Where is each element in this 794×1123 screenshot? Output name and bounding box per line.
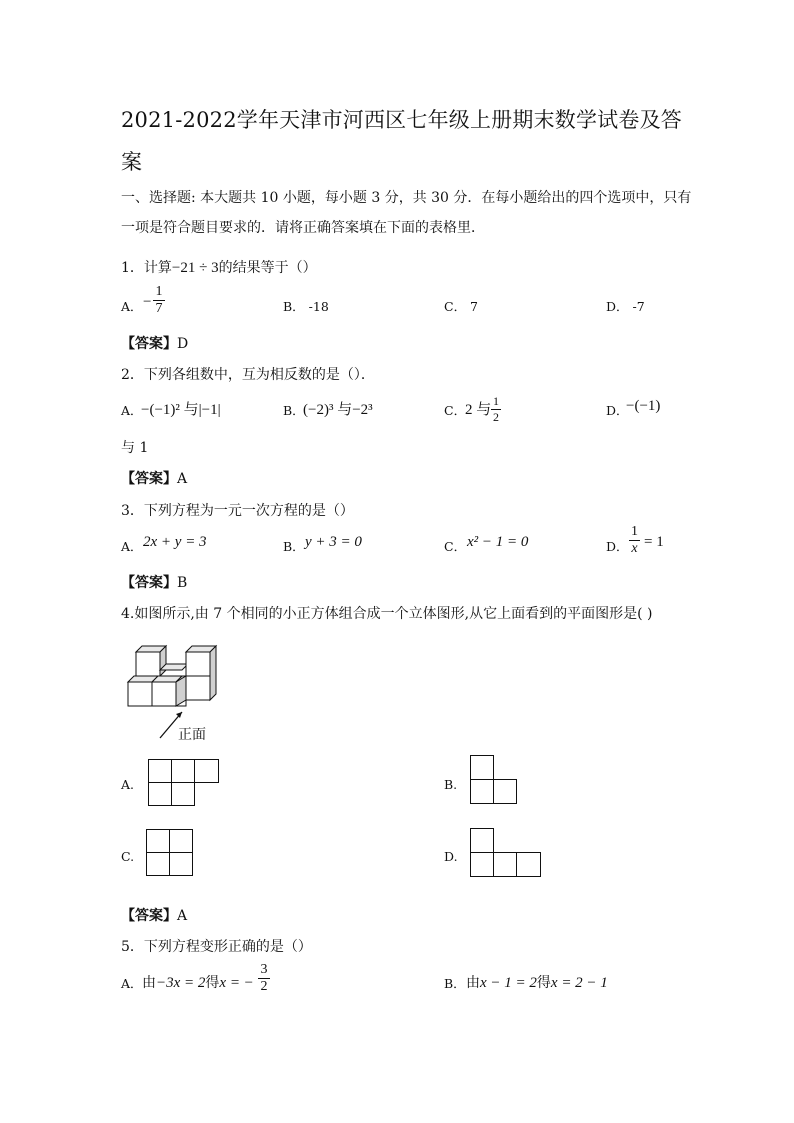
q2-answer-value: A — [177, 471, 188, 487]
q5-option-b-pre: 由 — [466, 975, 480, 991]
q2-option-d-label: D． — [606, 403, 629, 418]
q5-option-a-label: A． — [121, 976, 143, 991]
q1-option-a-label: A． — [121, 299, 143, 314]
q5-option-a-text — [142, 972, 254, 992]
q3-option-a-expr: 2x + y = 3 — [143, 534, 207, 550]
q4-answer — [121, 905, 187, 925]
q3-option-a-label: A． — [121, 539, 143, 554]
q2-option-c-numerator: 1 — [493, 394, 499, 408]
q1-answer-value: D — [177, 336, 189, 352]
q2-option-a-expr: −(−1)² 与|−1| — [141, 402, 221, 418]
q5-option-b-label: B． — [444, 976, 466, 991]
q5-option-a-expr1: −3x = 2 — [156, 975, 206, 991]
answer-tag: 【答案】 — [121, 575, 177, 591]
section-instructions-line2: 一项是符合题目要求的．请将正确答案填在下面的表格里． — [121, 220, 485, 236]
q2-option-b-label: B． — [283, 403, 305, 418]
q1-option-d: D． -7 — [606, 299, 645, 314]
q1-answer — [121, 333, 188, 353]
q5-stem: 5．下列方程变形正确的是（） — [121, 939, 312, 955]
q1-option-a-sign: − — [143, 294, 152, 310]
q5-option-a-fraction — [258, 962, 270, 995]
q5-option-a-pre: 由 — [142, 975, 156, 991]
q5-option-b-text — [466, 972, 608, 992]
answer-tag: 【答案】 — [121, 336, 177, 352]
q2-option-c-fraction — [491, 394, 501, 425]
q5-option-b-mid: 得 — [536, 975, 551, 991]
q4-option-d-grid — [470, 828, 542, 878]
answer-tag: 【答案】 — [121, 908, 177, 924]
q2-answer — [121, 468, 187, 488]
q2-option-c-label: C． — [444, 403, 467, 418]
q3-option-d-denominator: x — [629, 540, 640, 557]
q1-option-b: B． -18 — [283, 299, 329, 314]
q3-answer — [121, 572, 187, 592]
q3-option-d-label: D． — [606, 539, 629, 554]
q1-prefix: 1．计算 — [121, 260, 172, 276]
q4-option-a-label: A. — [121, 777, 135, 792]
q2-option-b-expr: (−2)³ 与−2³ — [303, 402, 373, 418]
q5-option-b-expr1: x − 1 = 2 — [480, 975, 537, 991]
q4-answer-value: A — [177, 908, 188, 924]
q4-option-a-grid — [148, 759, 220, 807]
q1-option-a-numerator: 1 — [155, 284, 163, 299]
document-title-line1: 2021-2022学年天津市河西区七年级上册期末数学试卷及答 — [121, 108, 682, 132]
q3-option-d-fraction — [629, 524, 640, 557]
q3-stem: 3．下列方程为一元一次方程的是（） — [121, 503, 354, 519]
q2-option-c-expr: 2 与 — [465, 402, 492, 418]
q1-option-a-fraction — [153, 284, 165, 317]
q5-option-a-mid: 得 — [205, 975, 220, 991]
q4-option-c-label: C. — [121, 849, 135, 864]
q2-stem: 2．下列各组数中，互为相反数的是（）． — [121, 367, 375, 383]
q1-option-a-denominator: 7 — [153, 300, 165, 317]
q1-option-c: C． 7 — [444, 299, 478, 314]
q1-suffix: 的结果等于（） — [218, 260, 317, 276]
q2-option-c-denominator: 2 — [493, 410, 499, 424]
q3-option-b-expr: y + 3 = 0 — [305, 534, 362, 550]
q3-option-b-label: B． — [283, 539, 305, 554]
q2-option-a-label: A． — [121, 403, 143, 418]
q4-option-b-grid — [470, 755, 518, 805]
q5-option-a-expr2: x = − — [219, 975, 254, 991]
q4-stem: 4.如图所示,由 7 个相同的小正方体组合成一个立体图形,从它上面看到的平面图形是( ) — [121, 606, 653, 622]
q3-option-d-numerator: 1 — [631, 524, 638, 539]
q5-option-a-denominator: 2 — [258, 978, 270, 995]
q4-option-d-label: D. — [444, 849, 458, 864]
q3-option-d-rest: = 1 — [644, 534, 664, 550]
q1-stem — [121, 257, 317, 277]
q5-option-a-numerator: 3 — [260, 962, 268, 977]
q3-option-c-label: C． — [444, 539, 467, 554]
q2-option-d-wrap: 与 1 — [121, 440, 149, 456]
answer-tag: 【答案】 — [121, 471, 177, 487]
q4-option-b-label: B. — [444, 777, 458, 792]
q2-option-d-expr: −(−1) — [626, 398, 661, 414]
q4-front-label: 正面 — [178, 727, 206, 743]
document-title-line2: 案 — [121, 150, 143, 174]
q3-option-c-expr: x² − 1 = 0 — [467, 534, 529, 550]
q1-expression: −21 ÷ 3 — [171, 260, 219, 276]
section-instructions-line1: 一、选择题: 本大题共 10 小题，每小题 3 分，共 30 分．在每小题给出的四个选项中，只有 — [121, 190, 692, 206]
q4-option-c-grid — [146, 829, 194, 877]
q3-answer-value: B — [177, 575, 188, 591]
q5-option-b-expr2: x = 2 − 1 — [550, 975, 608, 991]
q4-cube-figure — [126, 640, 226, 718]
